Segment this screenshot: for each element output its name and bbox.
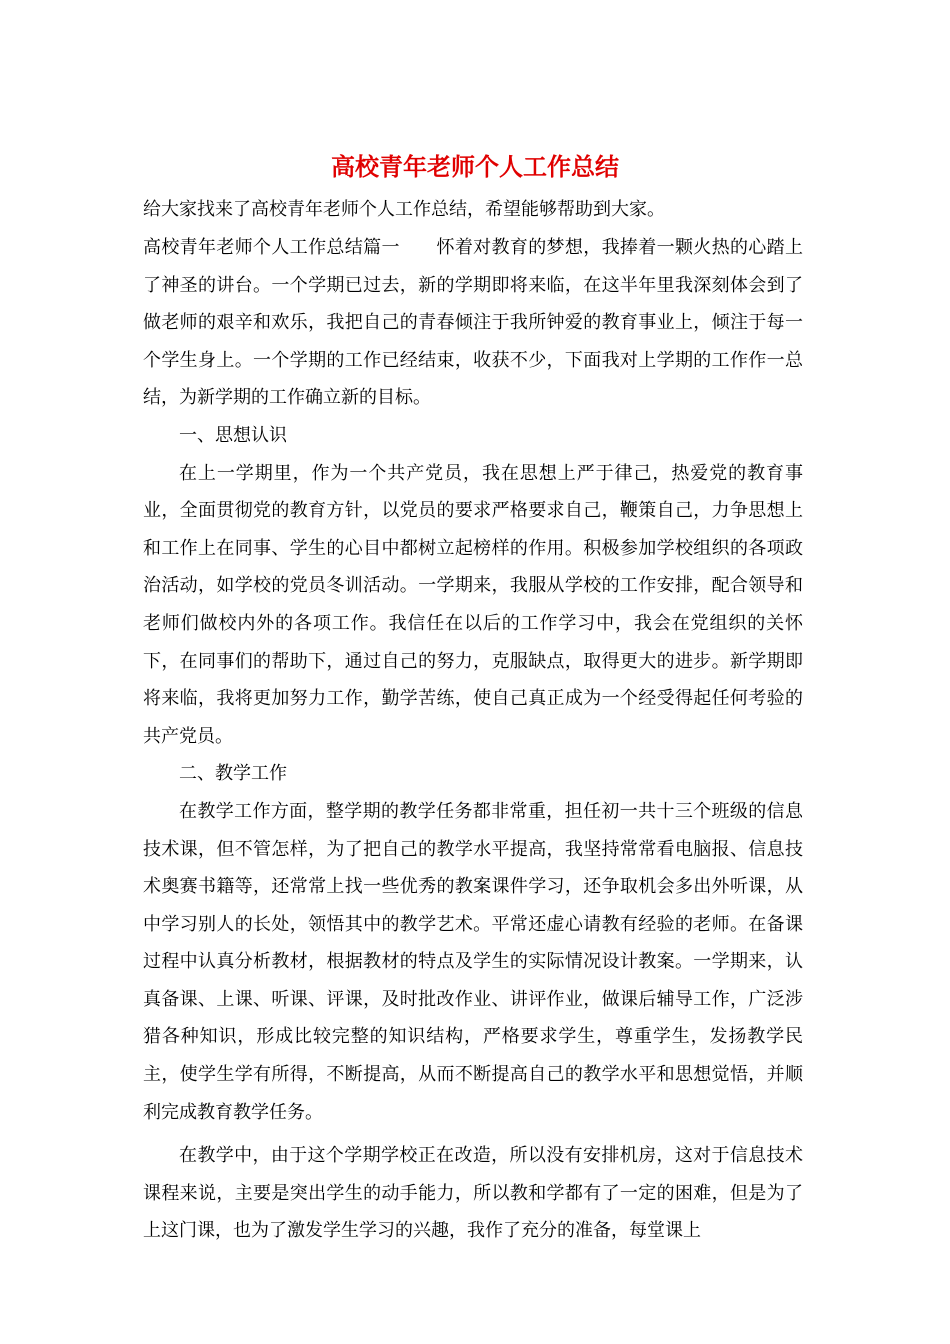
section-paragraph-teaching-2: 在教学中，由于这个学期学校正在改造，所以没有安排机房，这对于信息技术课程来说，主要是突出学生的动手能力，所以教和学都有了一定的困难，但是为了上这门课，也为了激发学生学习的兴趣，我作了充分的准备，每堂课上 — [143, 1145, 803, 1242]
document-title: 高校青年老师个人工作总结 — [331, 152, 619, 181]
section-heading-teaching: 二、教学工作 — [179, 763, 287, 785]
document-body — [143, 195, 803, 1250]
opening-paragraph: 高校青年老师个人工作总结篇一 怀着对教育的梦想，我捧着一颗火热的心踏上了神圣的讲台。一个学期已过去，新的学期即将来临，在这半年里我深刻体会到了做老师的艰辛和欢乐，我把自己的青春倾注于我所钟爱的教育事业上，倾注于每一个学生身上。一个学期的工作已经结束，收获不少，下面我对上学期的工作作一总结，为新学期的工作确立新的目标。 — [143, 237, 803, 409]
section-paragraph-teaching-1: 在教学工作方面，整学期的教学任务都非常重，担任初一共十三个班级的信息技术课，但不管怎样，为了把自己的教学水平提高，我坚持常常看电脑报、信息技术奥赛书籍等，还常常上找一些优秀的教案课件学习，还争取机会多出外听课，从中学习别人的长处，领悟其中的教学艺术。平常还虚心请教有经验的老师。在备课过程中认真分析教材，根据教材的特点及学生的实际情况设计教案。一学期来，认真备课、上课、听课、评课，及时批改作业、讲评作业，做课后辅导工作，广泛涉猎各种知识，形成比较完整的知识结构，严格要求学生，尊重学生，发扬教学民主，使学生学有所得，不断提高，从而不断提高自己的教学水平和思想觉悟，并顺利完成教育教学任务。 — [143, 800, 803, 1123]
section-heading-thought: 一、思想认识 — [179, 424, 287, 446]
intro-paragraph: 给大家找来了高校青年老师个人工作总结，希望能够帮助到大家。 — [143, 199, 665, 220]
section-paragraph-thought: 在上一学期里，作为一个共产党员，我在思想上严于律己，热爱党的教育事业，全面贯彻党的教育方针，以党员的要求严格要求自己，鞭策自己，力争思想上和工作上在同事、学生的心目中都树立起榜样的作用。积极参加学校组织的各项政治活动，如学校的党员冬训活动。一学期来，我服从学校的工作安排，配合领导和老师们做校内外的各项工作。我信任在以后的工作学习中，我会在党组织的关怀下，在同事们的帮助下，通过自己的努力，克服缺点，取得更大的进步。新学期即将来临，我将更加努力工作，勤学苦练，使自己真正成为一个经受得起任何考验的共产党员。 — [143, 462, 803, 747]
